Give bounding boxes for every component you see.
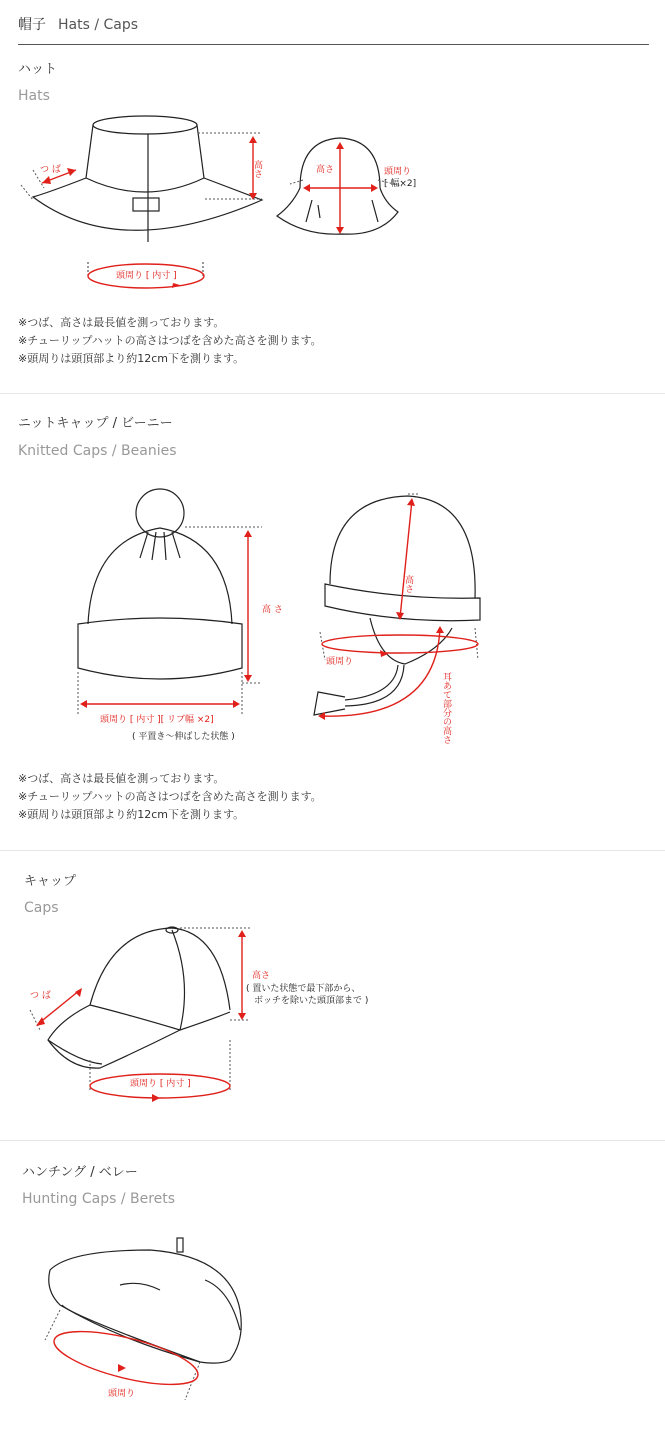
knit-title-en: Knitted Caps / Beanies: [18, 443, 177, 459]
hats-title-en: Hats: [18, 88, 50, 104]
hat-diagram: [0, 105, 665, 305]
earflap-headcirc-label: 頭周り: [326, 657, 354, 667]
section-divider: [0, 1140, 665, 1141]
cap-diagram: [0, 920, 665, 1110]
hats-note-3: ※頭周りは頭頂部より約12cm下を測ります。: [18, 352, 245, 365]
hats-notes: [18, 314, 322, 368]
beret-headcirc-label: 頭周り: [108, 1389, 136, 1399]
cap-height-label: 高さ: [252, 971, 271, 981]
cap-brim-label: つ ば: [30, 991, 51, 1001]
section-divider: [0, 850, 665, 851]
beanie-height-label: 高 さ: [262, 605, 283, 615]
page-title-jp: 帽子: [18, 17, 46, 33]
tulip-width-label: [ 幅×2]: [384, 179, 417, 189]
earflap-flap-label: 耳あて部分の高さ: [441, 672, 451, 744]
beanie-sub-label: ( 平置き～伸ばした状態 ): [132, 732, 235, 742]
hats-title-jp: ハット: [18, 62, 58, 77]
page-title: [18, 14, 138, 34]
caps-title-jp: キャップ: [24, 874, 77, 889]
section-divider: [0, 393, 665, 394]
caps-title-en: Caps: [24, 900, 59, 916]
beanie-headcirc-label: 頭周り [ 内寸 ][ リブ幅 ×2]: [100, 715, 214, 725]
cap-height-note-2: ボッチを除いた頭頂部まで ): [254, 996, 369, 1006]
knit-diagram: [0, 485, 665, 755]
tulip-headcirc-label: 頭周り: [384, 167, 412, 177]
hat-headcirc-label: 頭周り [ 内寸 ]: [116, 271, 177, 281]
hat-height-label: 高さ: [252, 160, 262, 178]
earflap-height-label: 高さ: [403, 575, 413, 593]
cap-height-note-1: ( 置いた状態で最下部から、: [246, 984, 361, 994]
tulip-height-label: 高さ: [316, 165, 335, 175]
hunting-title-en: Hunting Caps / Berets: [22, 1191, 176, 1207]
hats-note-1: ※つば、高さは最長値を測っております。: [18, 316, 225, 329]
hats-note-2: ※チューリップハットの高さはつばを含めた高さを測ります。: [18, 334, 322, 347]
page-title-en: Hats / Caps: [58, 17, 139, 33]
cap-headcirc-label: 頭周り [ 内寸 ]: [130, 1079, 191, 1089]
knit-note-3: ※頭周りは頭頂部より約12cm下を測ります。: [18, 808, 245, 821]
header-divider: [18, 44, 649, 45]
knit-notes: [18, 770, 322, 824]
knit-note-1: ※つば、高さは最長値を測っております。: [18, 772, 225, 785]
beret-diagram: [0, 1230, 665, 1420]
hunting-title-jp: ハンチング / ベレー: [22, 1165, 138, 1180]
hat-brim-label: つ ば: [40, 165, 61, 175]
knit-note-2: ※チューリップハットの高さはつばを含めた高さを測ります。: [18, 790, 322, 803]
knit-title-jp: ニットキャップ / ビーニー: [18, 416, 173, 431]
